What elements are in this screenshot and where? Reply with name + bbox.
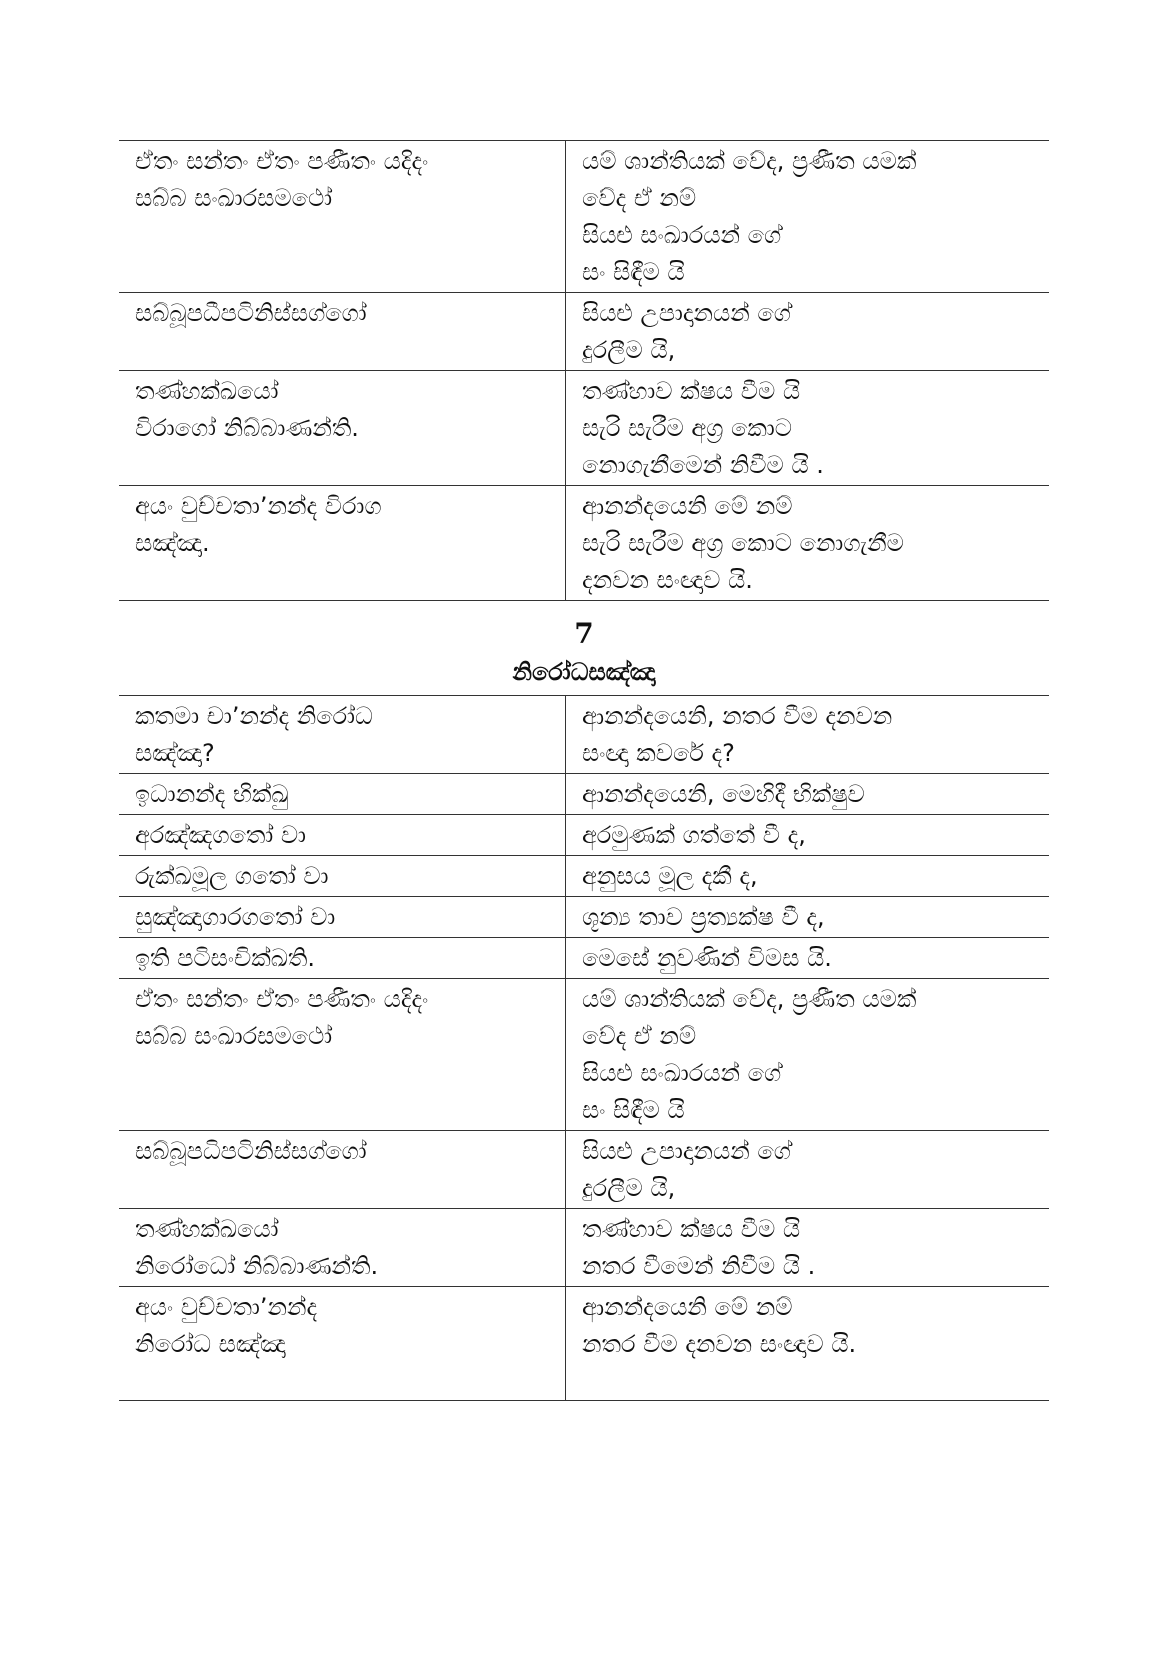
table-row [119,1131,1049,1209]
section-title: නිරෝධසඤ්ඤා [512,658,656,686]
table-row [119,1287,1049,1401]
sinhala-cell: සියළු උපාදානයන් ගේ දුරලීම යි, [566,1131,1050,1209]
pali-cell: සබ්බූපධිපටිනිස්සග්ගෝ [119,1131,566,1209]
page [119,140,1049,1401]
table-row [119,938,1049,979]
sinhala-cell: අරමුණක් ගත්තේ වී ද, [566,815,1050,856]
table-row [119,856,1049,897]
pali-cell: තණ්හක්ඛයෝ නිරෝධෝ නිබ්බාණන්ති. [119,1209,566,1287]
sinhala-cell: යම් ශාන්තියක් වේද, ප්‍රණීත යමක් වේද ඒ නම් සියළු සංඛාරයන් ගේ සං සිඳීම යි [566,979,1050,1131]
pali-cell: ඉධානන්ද භික්ඛු [119,774,566,815]
sinhala-cell: ආනන්දයෙනි මේ නම් නතර වීම දනවන සංඥාව යි. [566,1287,1050,1401]
table-row [119,696,1049,774]
sinhala-cell: ආනන්දයෙනි, නතර වීම දනවන සංඥා කවරේ ද? [566,696,1050,774]
table-row [119,371,1049,486]
section-number: 7 [574,617,594,650]
pali-cell: තණ්හක්ඛයෝ විරාගෝ නිබ්බාණන්ති. [119,371,566,486]
table-row [119,293,1049,371]
table-row [119,774,1049,815]
pali-cell: අයං වුච්චතා’නන්ද නිරෝධ සඤ්ඤා [119,1287,566,1401]
table-row [119,815,1049,856]
pali-cell: කතමා චා’නන්ද නිරෝධ සඤ්ඤා? [119,696,566,774]
pali-cell: ඉති පටිසංචික්ඛති. [119,938,566,979]
table-row [119,141,1049,293]
sinhala-cell: අනුසය මූල දකී ද, [566,856,1050,897]
table-row [119,1209,1049,1287]
sinhala-cell: තණ්හාව ක්ෂය වීම යි නතර වීමෙන් නිවීම යි . [566,1209,1050,1287]
sinhala-cell: යම් ශාන්තියක් වේද, ප්‍රණීත යමක් වේද ඒ නම් සියළු සංඛාරයන් ගේ සං සිඳීම යි [566,141,1050,293]
table-row [119,486,1049,601]
sinhala-cell: ආනන්දයෙනි, මෙහිදී භික්ෂුව [566,774,1050,815]
pali-cell: සුඤ්ඤාගාරගතෝ වා [119,897,566,938]
sinhala-cell: තණ්හාව ක්ෂය වීම යි සැරි සැරීම අග්‍ර කොට නොගැනීමෙන් නිවීම යි . [566,371,1050,486]
sinhala-cell: ශූන්‍ය තාව ප්‍රත්‍යක්ෂ වී ද, [566,897,1050,938]
sinhala-cell: මෙසේ නුවණින් විමස යි. [566,938,1050,979]
pali-cell: ඒතං සන්තං ඒතං පණීතං යදිදං සබ්බ සංඛාරසමථෝ [119,141,566,293]
viraga-sanna-table [119,140,1049,601]
pali-cell: සබ්බූපධීපටිනිස්සග්ගෝ [119,293,566,371]
table-row [119,979,1049,1131]
pali-cell: අරඤ්ඤගතෝ වා [119,815,566,856]
sinhala-cell: සියළු උපාදානයන් ගේ දුරලීම යි, [566,293,1050,371]
table-row [119,897,1049,938]
sinhala-cell: ආනන්දයෙනි මේ නම් සැරි සැරීම අග්‍ර කොට නොගැනීම දනවන සංඥාව යි. [566,486,1050,601]
pali-cell: ඒතං සන්තං ඒතං පණීතං යදිදං සබ්බ සංඛාරසමථෝ [119,979,566,1131]
pali-cell: අයං වුච්චතා’නන්ද විරාග සඤ්ඤා. [119,486,566,601]
nirodha-sanna-table [119,695,1049,1401]
pali-cell: රුක්ඛමූල ගතෝ වා [119,856,566,897]
